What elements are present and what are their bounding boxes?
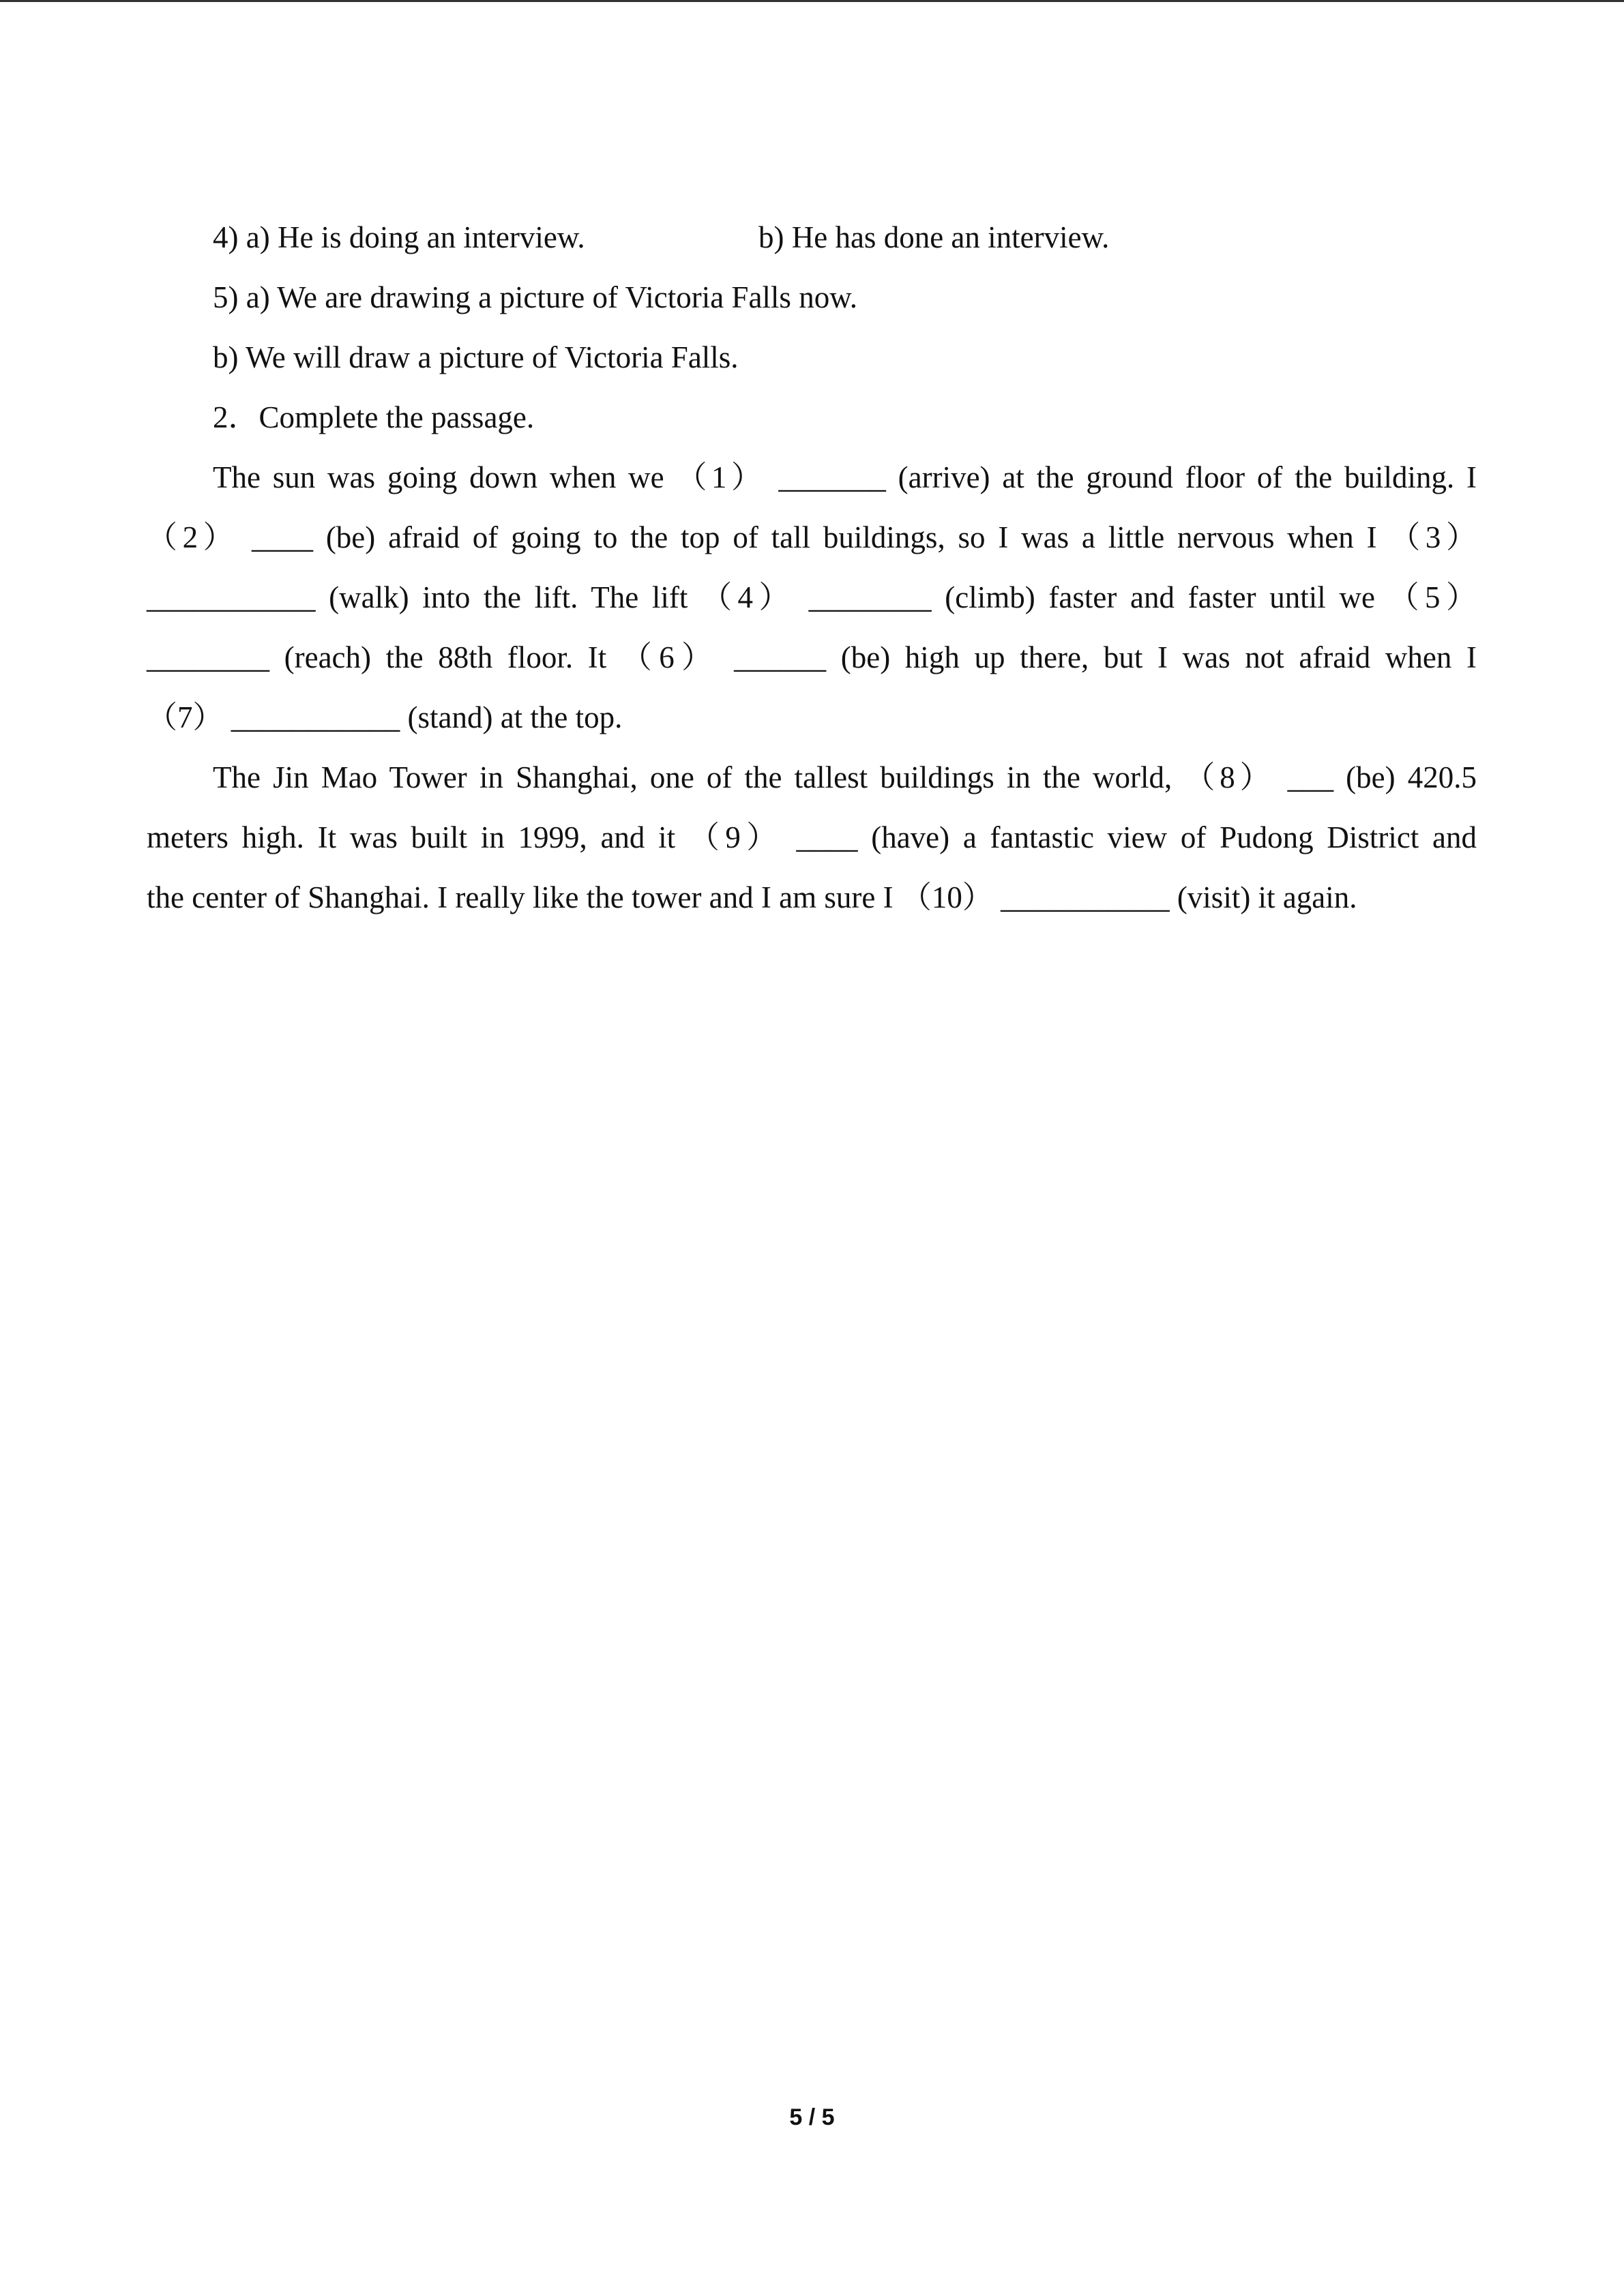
paragraph1-line-1: The sun was going down when we （1） _______ (arrive) at the ground floor of the building. I — [213, 460, 1477, 494]
paragraph2-line-3: the center of Shanghai. I really like the tower and I am sure I （10） ___________ (visit) it again. — [147, 880, 1357, 914]
paragraph1-line-2: （2） ____ (be) afraid of going to the top of tall buildings, so I was a little nervous when I （3） — [147, 520, 1477, 554]
exercise-item-4b: b) He has done an interview. — [758, 220, 1110, 254]
paragraph1-line-5: （7） ___________ (stand) at the top. — [147, 700, 623, 734]
exercise-item-5b: b) We will draw a picture of Victoria Falls. — [213, 340, 739, 374]
paragraph2-line-1: The Jin Mao Tower in Shanghai, one of the tallest buildings in the world, （8） ___ (be) 420.5 — [213, 760, 1477, 794]
paragraph2-line-2: meters high. It was built in 1999, and it （9） ____ (have) a fantastic view of Pudong District and — [147, 820, 1477, 854]
section-heading: 2．Complete the passage. — [213, 400, 535, 434]
exercise-item-5a: 5) a) We are drawing a picture of Victoria Falls now. — [213, 280, 858, 314]
paragraph1-line-4: ________ (reach) the 88th floor. It （6） ______ (be) high up there, but I was not afraid when I — [147, 640, 1477, 674]
paragraph1-line-3: ___________ (walk) into the lift. The lift （4） ________ (climb) faster and faster until we （5） — [147, 580, 1477, 614]
page-number: 5 / 5 — [789, 2104, 835, 2130]
exercise-item-4a: 4) a) He is doing an interview. — [213, 220, 585, 254]
